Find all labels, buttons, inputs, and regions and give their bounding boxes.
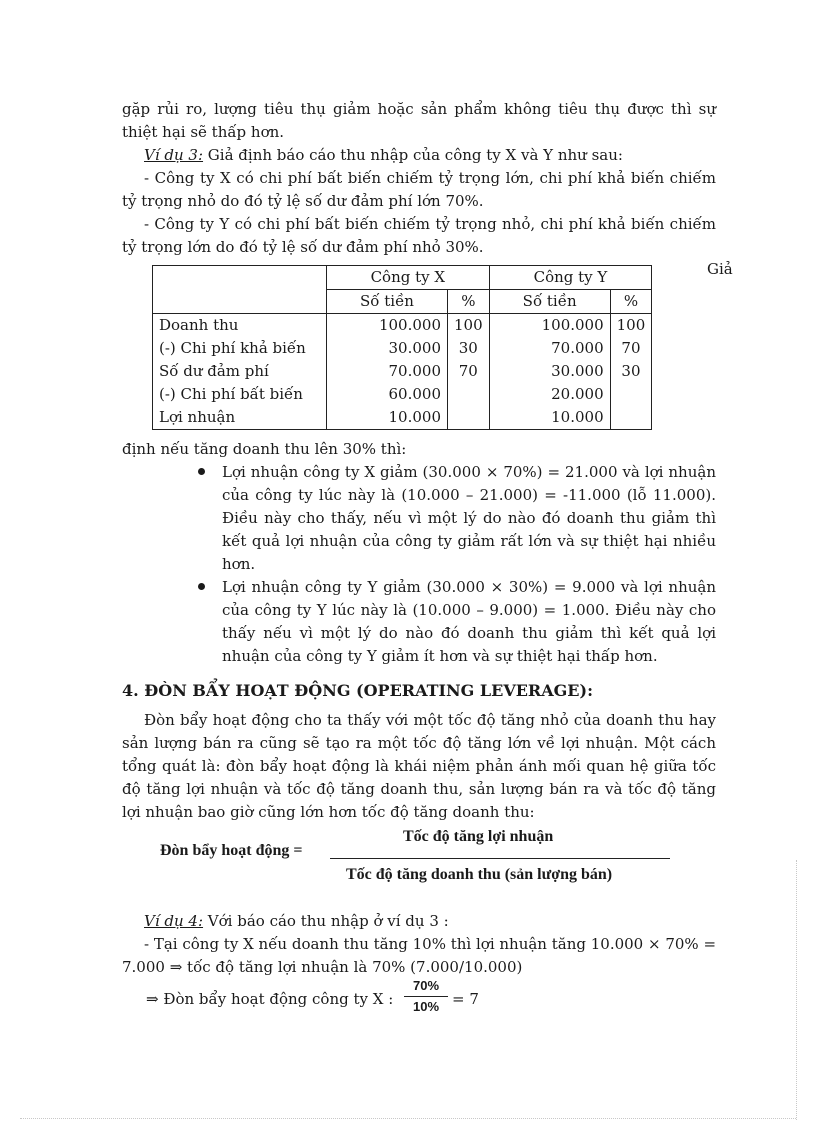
y-amount-cell: 20.000 — [489, 383, 610, 406]
example-4-line-1: - Tại công ty X nếu doanh thu tăng 10% thì lợi nhuận tăng 10.000 × 70% = 7.000 ⇒ tốc độ tăng lợi nhuận là 70% (7.000/10.000) — [122, 935, 717, 976]
fraction-numerator: 70% — [412, 978, 440, 993]
formula-numerator: Tốc độ tăng lợi nhuận — [403, 828, 554, 845]
example-4-text: Với báo cáo thu nhập ở ví dụ 3 : — [203, 912, 449, 930]
y-pct-cell: 70 — [610, 337, 652, 360]
x-pct-cell — [448, 406, 490, 430]
formula-lhs: Đòn bẩy hoạt động = — [160, 842, 303, 859]
y-amount-cell: 10.000 — [489, 406, 610, 430]
example-4-result-prefix: ⇒ Đòn bẩy hoạt động công ty X : — [146, 990, 394, 1008]
bullet-icon — [198, 468, 205, 475]
y-pct-cell — [610, 383, 652, 406]
header-y-amount: Số tiền — [489, 290, 610, 314]
side-word: Giả — [707, 260, 733, 278]
x-amount-cell: 60.000 — [327, 383, 448, 406]
paragraph-after-table: định nếu tăng doanh thu lên 30% thì: — [122, 440, 407, 458]
example-3-text: Giả định báo cáo thu nhập của công ty X và Y như sau: — [203, 146, 623, 164]
row-label: (-) Chi phí bất biến — [153, 383, 327, 406]
bullet-item-x: Lợi nhuận công ty X giảm (30.000 × 70%) = 21.000 và lợi nhuận của công ty lúc này là (10.000 – 21.000) = -11.000 (lỗ 11.000). Điều này cho thấy, nếu vì một lý do nào đó doanh thu giảm thì kết quả lợi nhuận của công ty giảm rất lớn và sự thiệt hại nhiều hơn. — [222, 463, 716, 573]
x-pct-cell: 100 — [448, 314, 490, 338]
fraction-bar — [404, 996, 448, 997]
table-row — [153, 406, 652, 430]
y-amount-cell: 30.000 — [489, 360, 610, 383]
example-4-label: Ví dụ 4: — [144, 912, 204, 930]
table-header-blank-2 — [153, 290, 327, 314]
row-label: Lợi nhuận — [153, 406, 327, 430]
example-3-intro — [122, 144, 716, 167]
operating-leverage-formula — [160, 828, 680, 892]
result-fraction — [404, 977, 448, 1016]
section-heading: 4. ĐÒN BẨY HOẠT ĐỘNG (OPERATING LEVERAGE): — [122, 681, 593, 700]
table-row — [153, 337, 652, 360]
header-company-y: Công ty Y — [489, 266, 652, 290]
x-amount-cell: 70.000 — [327, 360, 448, 383]
x-pct-cell: 30 — [448, 337, 490, 360]
y-amount-cell: 70.000 — [489, 337, 610, 360]
example-4-result-suffix: = 7 — [452, 990, 479, 1008]
table-header-blank — [153, 266, 327, 290]
header-company-x: Công ty X — [327, 266, 490, 290]
x-amount-cell: 100.000 — [327, 314, 448, 338]
row-label: Doanh thu — [153, 314, 327, 338]
y-pct-cell: 30 — [610, 360, 652, 383]
x-pct-cell: 70 — [448, 360, 490, 383]
fraction-denominator: 10% — [412, 999, 440, 1014]
x-pct-cell — [448, 383, 490, 406]
income-statement-table — [152, 265, 652, 430]
y-pct-cell: 100 — [610, 314, 652, 338]
paragraph-company-y: - Công ty Y có chi phí bất biến chiếm tỷ trọng nhỏ, chi phí khả biến chiếm tỷ trọng lớn do đó tỷ lệ số dư đảm phí nhỏ 30%. — [122, 215, 716, 256]
row-label: Số dư đảm phí — [153, 360, 327, 383]
example-4-intro — [122, 910, 716, 933]
formula-denominator: Tốc độ tăng doanh thu (sản lượng bán) — [346, 866, 613, 883]
x-amount-cell: 30.000 — [327, 337, 448, 360]
footer-dotted-line — [20, 1118, 796, 1120]
x-amount-cell: 10.000 — [327, 406, 448, 430]
bullet-icon — [198, 583, 205, 590]
y-pct-cell — [610, 406, 652, 430]
table-row — [153, 383, 652, 406]
table-row — [153, 360, 652, 383]
row-label: (-) Chi phí khả biến — [153, 337, 327, 360]
page-edge-dotted-line — [796, 860, 798, 1120]
paragraph-intro: gặp rủi ro, lượng tiêu thụ giảm hoặc sản phẩm không tiêu thụ được thì sự thiệt hại sẽ thấp hơn. — [122, 100, 716, 141]
example-3-label: Ví dụ 3: — [144, 146, 204, 164]
table-header-row-2 — [153, 290, 652, 314]
header-x-amount: Số tiền — [327, 290, 448, 314]
table-row — [153, 314, 652, 338]
bullet-item-y: Lợi nhuận công ty Y giảm (30.000 × 30%) = 9.000 và lợi nhuận của công ty Y lúc này là (10.000 – 9.000) = 1.000. Điều này cho thấy nếu vì một lý do nào đó doanh thu giảm thì kết quả lợi nhuận của công ty Y giảm ít hơn và sự thiệt hại thấp hơn. — [222, 578, 716, 665]
section-body: Đòn bẩy hoạt động cho ta thấy với một tốc độ tăng nhỏ của doanh thu hay sản lượng bán ra cũng sẽ tạo ra một tốc độ tăng lớn về lợi nhuận. Một cách tổng quát là: đòn bẩy hoạt động là khái niệm phản ánh mối quan hệ giữa tốc độ tăng lợi nhuận và tốc độ tăng doanh thu, sản lượng bán ra và tốc độ tăng lợi nhuận bao giờ cũng lớn hơn tốc độ tăng doanh thu: — [122, 711, 716, 821]
header-x-pct: % — [448, 290, 490, 314]
formula-fraction-bar — [330, 858, 670, 859]
y-amount-cell: 100.000 — [489, 314, 610, 338]
table-header-row-1 — [153, 266, 652, 290]
paragraph-company-x: - Công ty X có chi phí bất biến chiếm tỷ trọng lớn, chi phí khả biến chiếm tỷ trọng nhỏ do đó tỷ lệ số dư đảm phí lớn 70%. — [122, 169, 716, 210]
header-y-pct: % — [610, 290, 652, 314]
